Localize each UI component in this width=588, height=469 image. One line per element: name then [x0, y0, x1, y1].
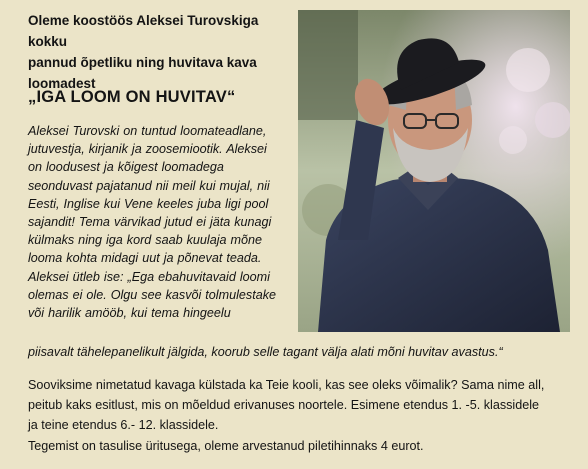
tree-shadow: [298, 10, 358, 120]
intro-line: loomadest: [28, 76, 96, 91]
intro-text: [28, 10, 290, 94]
bio-line: seonduvast pajatanud nii meil kui mujal, nii: [28, 178, 270, 193]
paragraph-line: ja teine etendus 6.- 12. klassidele.: [28, 418, 219, 432]
bio-line: looma kohta midagi uut ja põnevat teada.: [28, 251, 262, 266]
intro-line: Oleme koostöös Aleksei Turovskiga kokku: [28, 13, 259, 49]
bio-line: sajandit! Tema värvikad jutud ei jäta kunagi: [28, 215, 272, 230]
intro-line: pannud õpetliku ning huvitava kava: [28, 55, 257, 70]
ticket-price-paragraph: [28, 436, 584, 456]
invitation-paragraph: [28, 375, 584, 435]
bio-line: külmaks ning iga kord saab kuulaja mõne: [28, 233, 263, 248]
paragraph-line: peitub kaks esitlust, mis on mõeldud erivanuses noortele. Esimene etendus 1. -5. klassidele: [28, 398, 540, 412]
bio-line: olemas ei ole. Olgu see kasvõi tolmulestake: [28, 287, 277, 302]
program-title: „IGA LOOM ON HUVITAV“: [28, 88, 236, 106]
bio-line: on loodusest ja kõigest loomadega: [28, 160, 224, 175]
bio-line: jutuvestja, kirjanik ja zoosemiootik. Aleksei: [28, 142, 267, 157]
bio-quote-ending: piisavalt tähelepanelikult jälgida, koorub selle tagant välja alati mõni huvitav avastus.“: [28, 345, 503, 359]
bio-line: Aleksei Turovski on tuntud loomateadlane,: [28, 124, 267, 138]
bio-line: või harilik amööb, kui tema hingeelu: [28, 306, 231, 321]
paragraph-line: Sooviksime nimetatud kavaga külstada ka Teie kooli, kas see oleks võimalik? Sama nime all,: [28, 378, 545, 392]
bio-line: Aleksei ütleb ise: „Ega ebahuvitavaid loomi: [28, 269, 270, 284]
paragraph-line: Tegemist on tasulise üritusega, oleme arvestanud piletihinnaks 4 eurot.: [28, 439, 424, 453]
bio-line: Eesti, Inglise kui Vene keeles juba ligi pool: [28, 196, 269, 211]
bio-text: [28, 122, 298, 322]
portrait-illustration: [298, 10, 570, 332]
portrait-photo: [298, 10, 570, 332]
